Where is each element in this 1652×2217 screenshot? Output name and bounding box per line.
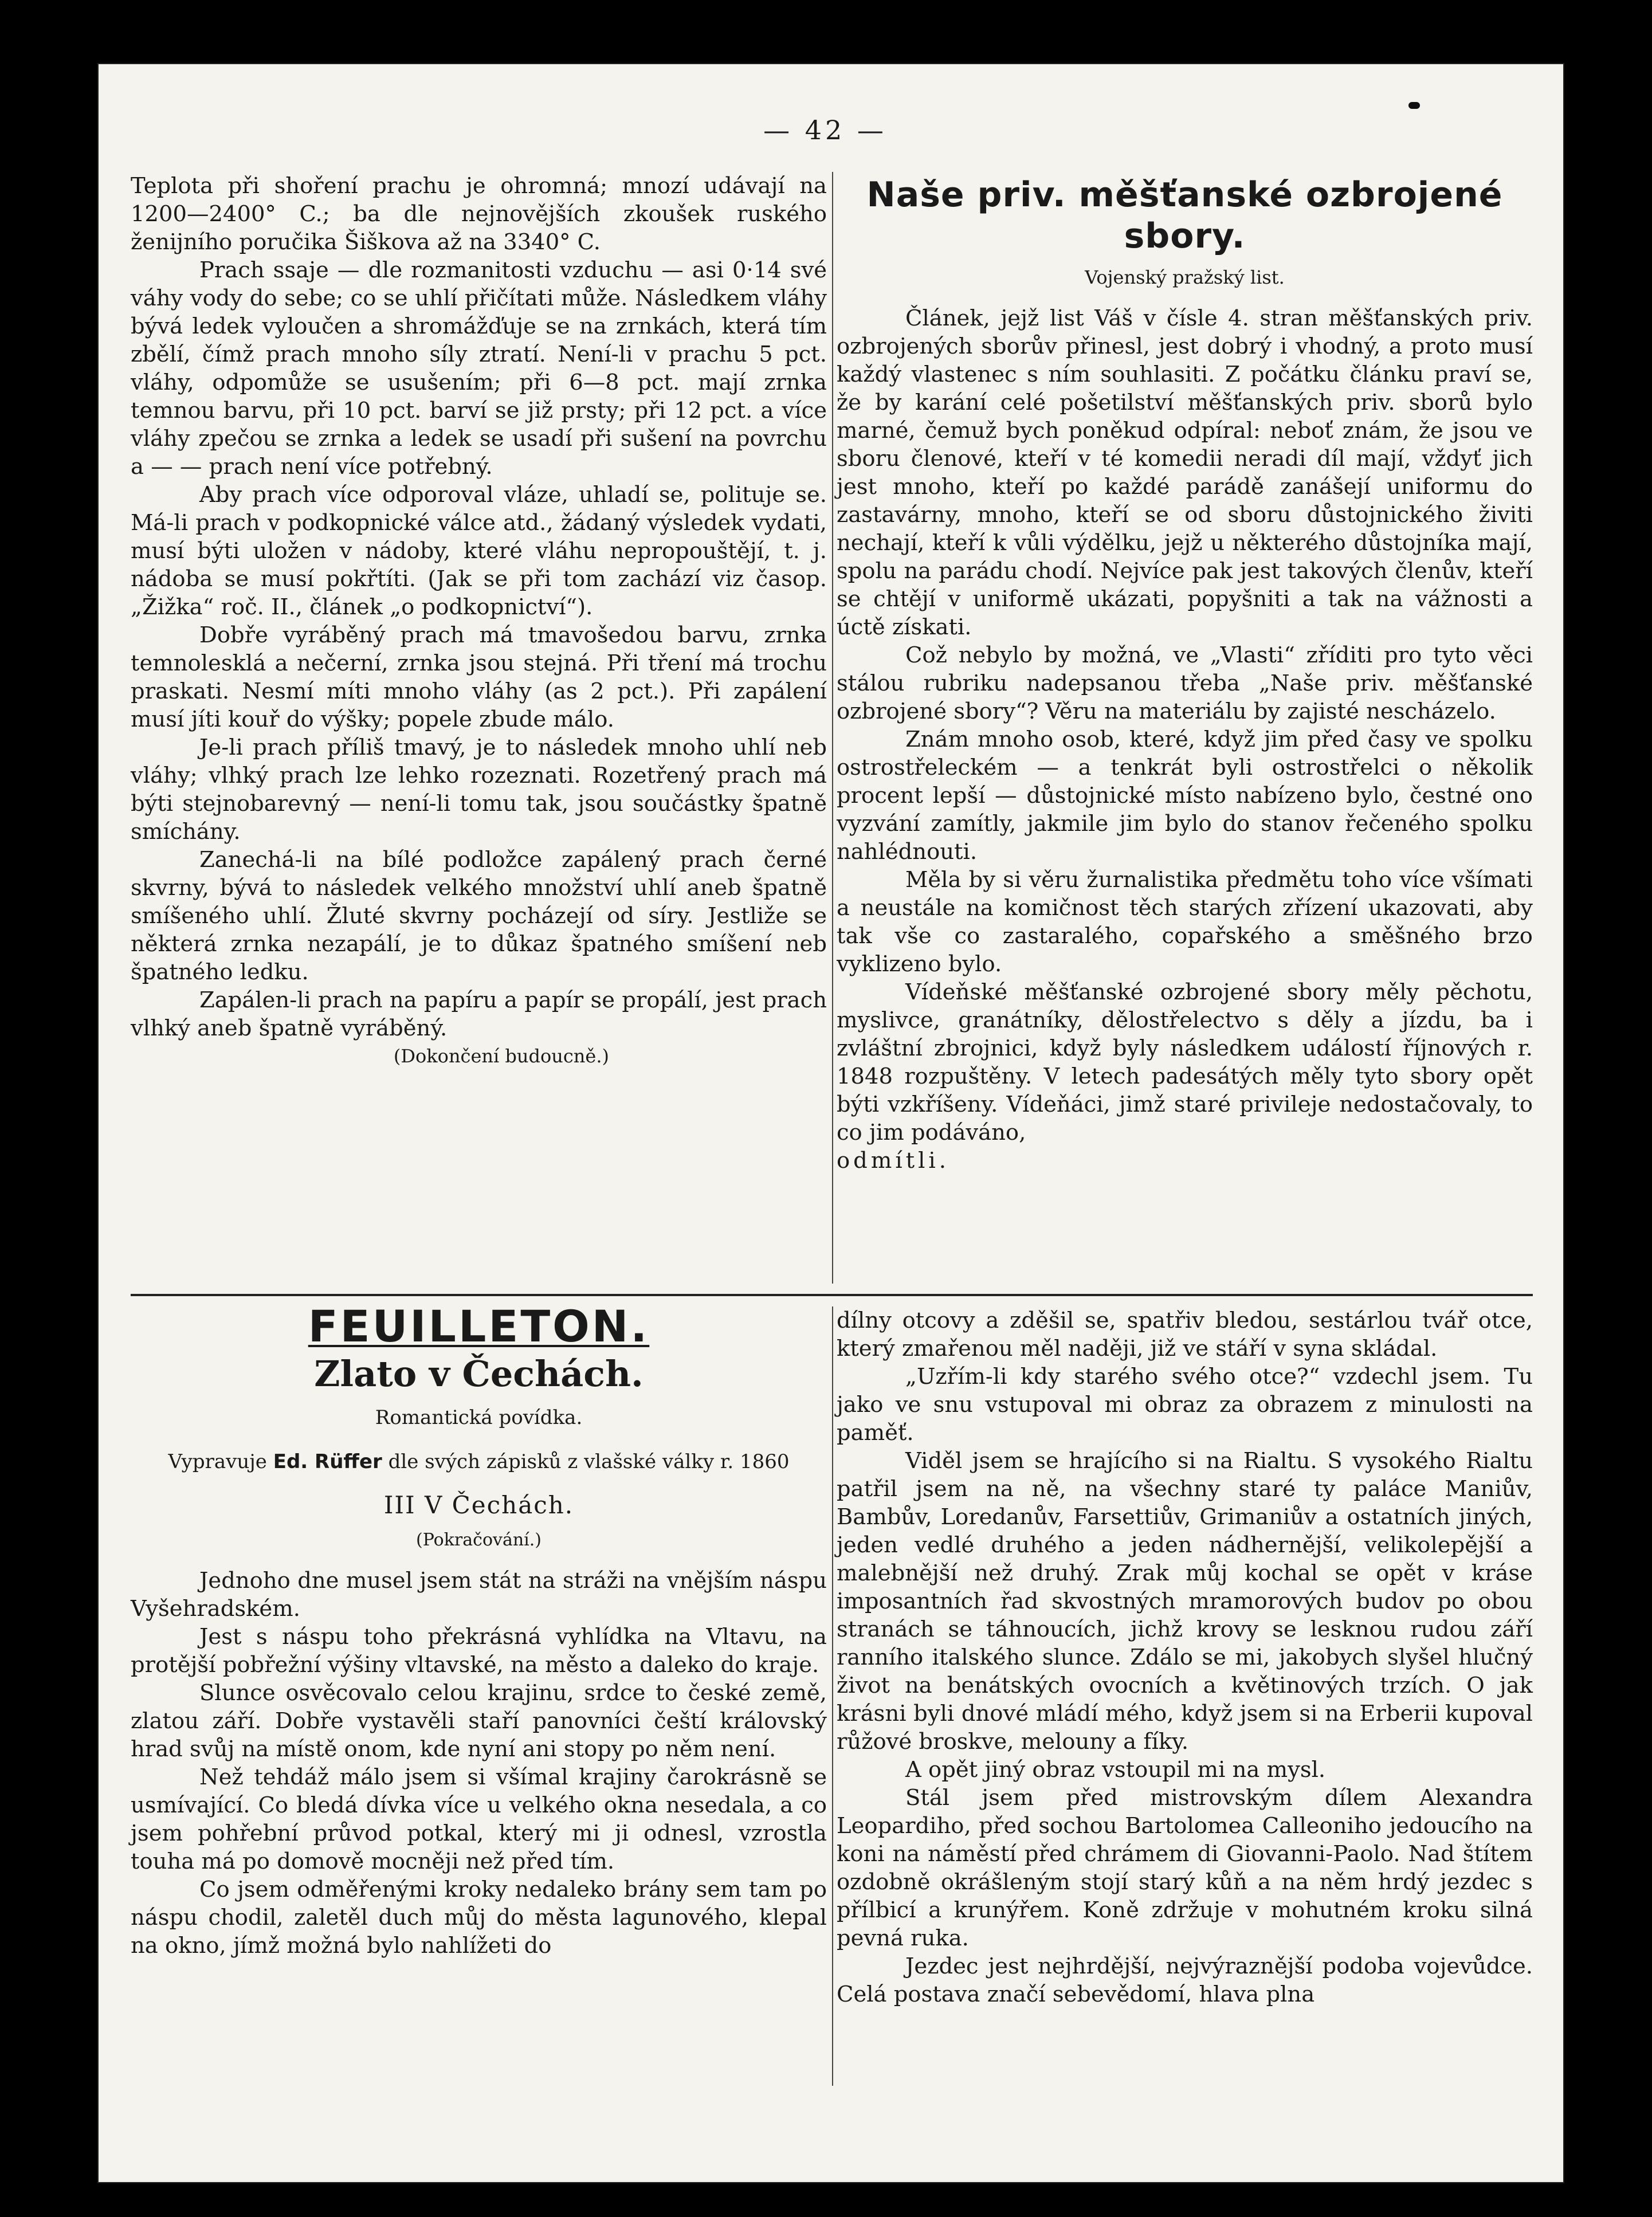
story-byline: [131, 1448, 827, 1476]
paragraph: Jest s náspu toho překrásná vyhlídka na Vltavu, na protější pobřežní výšiny vltavské, na město a daleko do kraje.: [131, 1624, 827, 1678]
left-column-gunpowder: [131, 172, 827, 1070]
column-divider-top: [832, 172, 833, 1284]
paragraph: Článek, jejž list Váš v čísle 4. stran měšťanských priv. ozbrojených sborův přinesl, jest dobrý i vhodný, a proto musí každý vlastenec s ním souhlasiti. Z počátku článku praví se, že by karání celé pošetilství měšťanských priv. sborů bylo marné, čemuž bych poněkud odpíral: neboť znám, že jsou ve sboru členové, kteří v té komedii neradi díl mají, vždyť jich jest mnoho, kteří po každé parádě zanášejí uniformu do zastavárny, mnoho, kteří se od sboru důstojnického živiti nechají, kteří k vůli výdělku, jejž u některého důstojníka mají, spolu na parádu chodí. Nejvíce pak jest takových členův, kteří se chtějí v uniformě ukázati, popyšniti a tak na vážnosti a úctě získati.: [837, 305, 1533, 640]
byline-prefix: Vypravuje: [168, 1450, 267, 1473]
continued-note: (Pokračování.): [416, 1530, 541, 1550]
paragraph: Vídeňské měšťanské ozbrojené sbory měly pěchotu, myslivce, granátníky, dělostřelectvo s děly a jízdu, ba i zvláštní zbrojnici, když byly následkem událostí říjnových r. 1848 rozpuštěny. V letech padesátých měly tyto sbory opět býti vzkříšeny. Vídeňáci, jimž staré privileje nedostačovaly, to co jim podáváno,: [837, 979, 1533, 1145]
feuilleton-left-column: [131, 1301, 827, 1960]
paragraph: Slunce osvěcovalo celou krajinu, srdce to české země, zlatou září. Dobře vystavěli staří panovníci čeští královský hrad svůj na místě onom, kde nyní ani stopy po něm není.: [131, 1680, 827, 1762]
paragraph: Dobře vyráběný prach má tmavošedou barvu, zrnka temnolesklá a nečerní, zrnka jsou stejná. Při tření má trochu praskati. Nesmí míti mnoho vláhy (as 2 pct.). Při zapálení musí jíti kouř do výšky; popele zbude málo.: [131, 622, 827, 732]
column-divider-bottom: [832, 1306, 833, 2086]
paragraph: dílny otcovy a zděšil se, spatřiv bledou, sestárlou tvář otce, který zmařenou měl naději, již ve stáří v syna skládal.: [837, 1308, 1533, 1361]
article-headline: Naše priv. měšťanské ozbrojené sbory.: [866, 175, 1503, 256]
paragraph: Než tehdáž málo jsem si všímal krajiny čarokrásně se usmívající. Co bledá dívka více u velkého okna nesedala, a co jsem pohřební průvod potkal, který mi ji odnesl, vzrostla touha má po domově mocněji než před tím.: [131, 1764, 827, 1874]
paragraph: Znám mnoho osob, které, když jim před časy ve spolku ostrostřeleckém — a tenkrát byli ostrostřelci o několik procent lepší — důstojnické místo nabízeno bylo, čestné ono vyzvání zamítly, jakmile jim bylo do stanov řečeného spolku nahlédnouti.: [837, 727, 1533, 865]
paragraph: Jednoho dne musel jsem stát na stráži na vnějším náspu Vyšehradském.: [131, 1568, 827, 1622]
feuilleton-header: FEUILLETON.: [308, 1301, 650, 1352]
paragraph: Což nebylo by možná, ve „Vlasti“ zříditi pro tyto věci stálou rubriku nadepsanou třeba „Naše priv. měšťanské ozbrojené sbory“? Věru na materiálu by zajisté nescházelo.: [837, 642, 1533, 724]
paragraph: Aby prach více odporoval vláze, uhladí se, polituje se. Má-li prach v podkopnické válce atd., žádaný výsledek vydati, musí býti uložen v nádoby, které vláhu nepropouštějí, t. j. nádoba se musí pokřtíti. (Jak se při tom zachází viz časop. „Žižka“ roč. II., článek „o podkopnictví“).: [131, 482, 827, 620]
right-column-article: [837, 172, 1533, 1175]
paragraph: „Uzřím-li kdy starého svého otce?“ vzdechl jsem. Tu jako ve snu vstupoval mi obraz za obrazem z minulosti na paměť.: [837, 1364, 1533, 1446]
ink-mark: [1408, 102, 1420, 109]
paragraph: Zanechá-li na bílé podložce zapálený prach černé skvrny, bývá to následek velkého množství uhlí aneb špatně smíšeného uhlí. Žluté skvrny pocházejí od síry. Jestliže se některá zrnka nezapálí, je to důkaz špatného smíšení neb špatného ledku.: [131, 847, 827, 985]
article-source: Vojenský pražský list.: [1085, 266, 1285, 288]
paragraph: A opět jiný obraz vstoupil mi na mysl.: [905, 1757, 1326, 1783]
byline-suffix: dle svých zápisků z vlašské války r. 1860: [388, 1450, 790, 1473]
page-number: — 42 —: [763, 115, 887, 146]
paragraph: Teplota při shoření prachu je ohromná; mnozí udávají na 1200—2400° C.; ba dle nejnovějších zkoušek ruského ženijního poručika Šiškova až na 3340° C.: [131, 173, 827, 255]
paragraph: Měla by si věru žurnalistika předmětu toho více všímati a neustále na komičnost těch starých zřízení ukazovati, aby tak vše co zastaralého, copařského a směšného brzo vyklizeno bylo.: [837, 867, 1533, 977]
story-genre: Romantická povídka.: [375, 1406, 583, 1429]
story-title: Zlato v Čechách.: [314, 1353, 643, 1395]
paragraph: Viděl jsem se hrajícího si na Rialtu. S vysokého Rialtu patřil jsem na ně, na všechny staré ty paláce Maniův, Bambův, Loredanův, Farsettiův, Grimaniův a ostatních jiných, jeden vedlé druhého a jeden nádhernější, velikolepější a malebnější než druhý. Zrak můj kochal se opět v kráse imposantních řad skvostných mramorových budov po obou stranách se táhnoucích, jichž krovy se lesknou rudou září ranního italského slunce. Zdálo se mi, jakobych slyšel hlučný život na benátských ovocních a květinových trzích. O jak krásni byli dnové mládí mého, když jsem si na Erberii kupoval růžové broskve, melouny a fíky.: [837, 1448, 1533, 1755]
section-divider: [131, 1294, 1533, 1296]
chapter-heading: III V Čechách.: [383, 1491, 574, 1519]
paragraph: Je-li prach příliš tmavý, je to následek mnoho uhlí neb vláhy; vlhký prach lze lehko rozeznati. Rozetřený prach má býti stejnobarevný — není-li tomu tak, jsou součástky špatně smíchány.: [131, 735, 827, 845]
paragraph: Jezdec jest nejhrdější, nejvýraznější podoba vojevůdce. Celá postava značí sebevědomí, hlava plna: [837, 1953, 1533, 2007]
paragraph: Co jsem odměřenými kroky nedaleko brány sem tam po náspu chodil, zaletěl duch můj do města lagunového, klepal na okno, jímž možná bylo nahlížeti do: [131, 1877, 827, 1959]
paragraph: Prach ssaje — dle rozmanitosti vzduchu — asi 0·14 své váhy vody do sebe; co se uhlí přičítati může. Následkem vláhy bývá ledek vyloučen a shromážďuje se na zrnkách, která tím zbělí, čímž prach mnoho síly ztratí. Není-li v prachu 5 pct. vláhy, odpomůže se usušením; při 6—8 pct. mají zrnka temnou barvu, při 10 pct. barví se již prsty; při 12 pct. a více vláhy zpečou se zrnka a ledek se usadí při sušení na povrchu a — — prach není více potřebný.: [131, 257, 827, 480]
paragraph: Zapálen-li prach na papíru a papír se propálí, jest prach vlhký aneb špatně vyráběný.: [131, 987, 827, 1041]
continuation-note: (Dokončení budoucně.): [393, 1045, 609, 1067]
feuilleton-right-column: [837, 1306, 1533, 2008]
closing-word: odmítli.: [837, 1148, 949, 1174]
paragraph: Stál jsem před mistrovským dílem Alexandra Leopardiho, před sochou Bartolomea Calleoniho jedoucího na koni na náměstí před chrámem di Giovanni-Paolo. Nad štítem ozdobně okrášleným stojí starý kůň a na něm hrdý jezdec s přílbicí a krunýřem. Koně zdržuje v mohutném kroku silná pevná ruka.: [837, 1785, 1533, 1951]
byline-author: Ed. Rüffer: [273, 1450, 382, 1473]
